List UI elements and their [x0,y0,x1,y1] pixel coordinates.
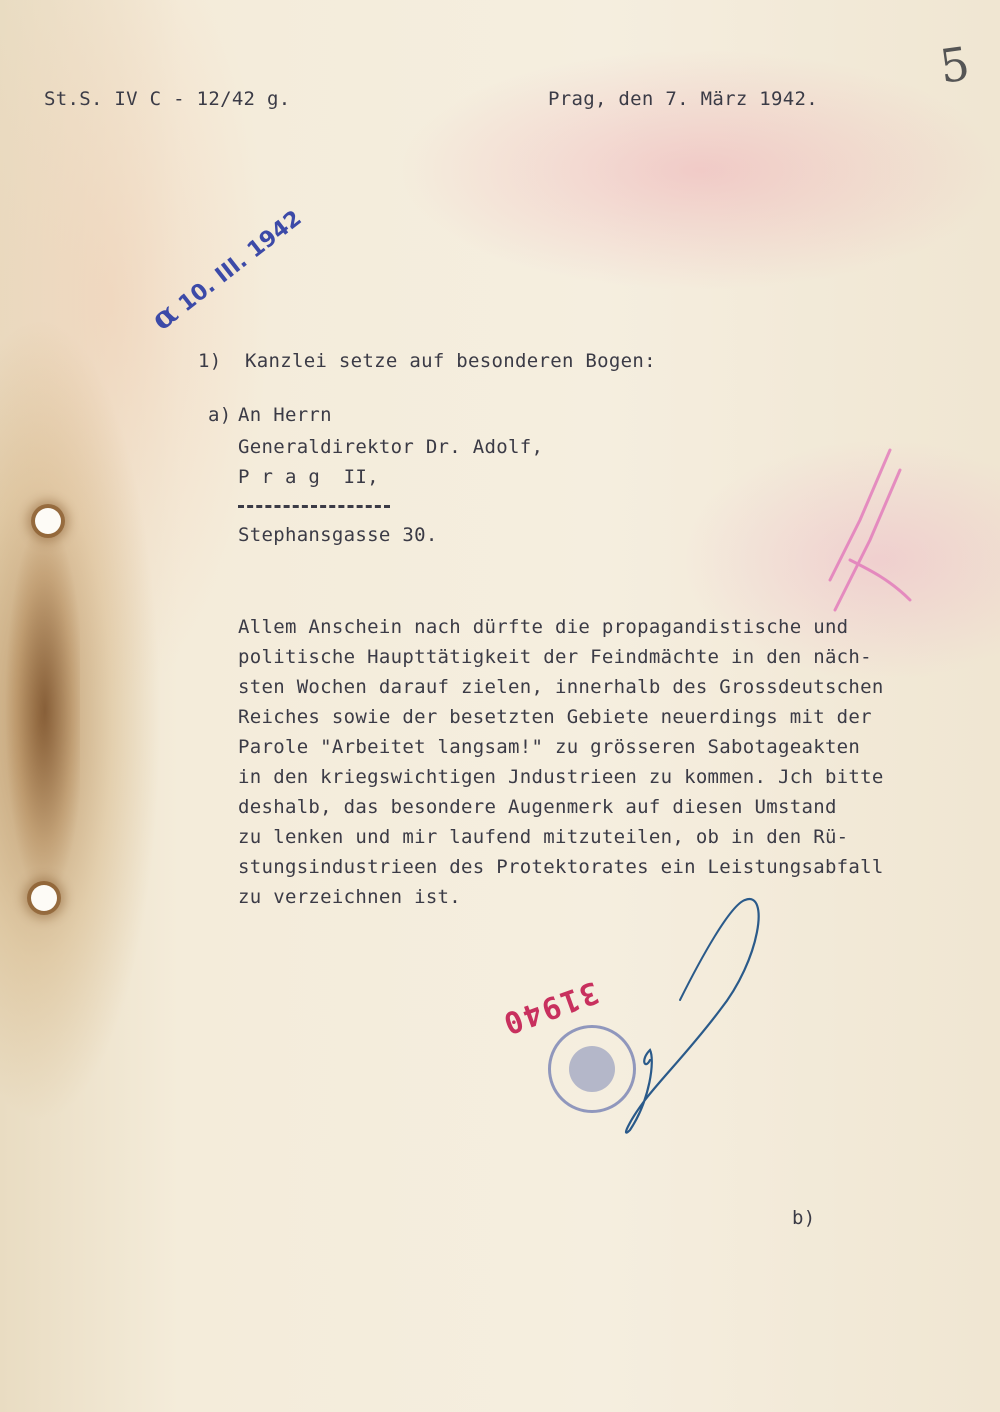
instruction-text: Kanzlei setze auf besonderen Bogen: [245,350,656,372]
instruction-number: 1) [198,350,222,372]
body-line: zu verzeichnen ist. [238,886,462,908]
body-line: deshalb, das besondere Augenmerk auf diesen Umstand [238,796,837,818]
address-line-1: An Herrn [238,404,332,426]
page-mark: 5 [936,36,973,94]
received-initial: α [145,295,185,338]
address-line-3: P r a g II, [238,466,379,488]
address-item-letter: a) [208,404,232,426]
pink-pencil-mark [830,450,910,610]
signature-mark [626,899,759,1133]
body-line: sten Wochen darauf zielen, innerhalb des Grossdeutschen [238,676,884,698]
body-line: politische Haupttätigkeit der Feindmächte in den näch- [238,646,872,668]
reference-number: St.S. IV C - 12/42 g. [44,88,291,110]
address-line-4: Stephansgasse 30. [238,524,438,546]
number-stamp: 31940 [497,973,604,1042]
received-date: 10. III. 1942 [174,205,307,318]
body-line: in den kriegswichtigen Jndustrieen zu kommen. Jch bitte [238,766,884,788]
body-line: stungsindustrieen des Protektorates ein Leistungsabfall [238,856,884,878]
next-item-marker: b) [792,1207,816,1229]
signature-stroke [680,900,745,1000]
body-line: Reiches sowie der besetzten Gebiete neuerdings mit der [238,706,872,728]
address-line-2: Generaldirektor Dr. Adolf, [238,436,544,458]
body-line: Allem Anschein nach dürfte die propagandistische und [238,616,849,638]
body-line: Parole "Arbeitet langsam!" zu grösseren Sabotageakten [238,736,861,758]
body-line: zu lenken und mir laufend mitzuteilen, ob in den Rü- [238,826,849,848]
place-date: Prag, den 7. März 1942. [548,88,818,110]
